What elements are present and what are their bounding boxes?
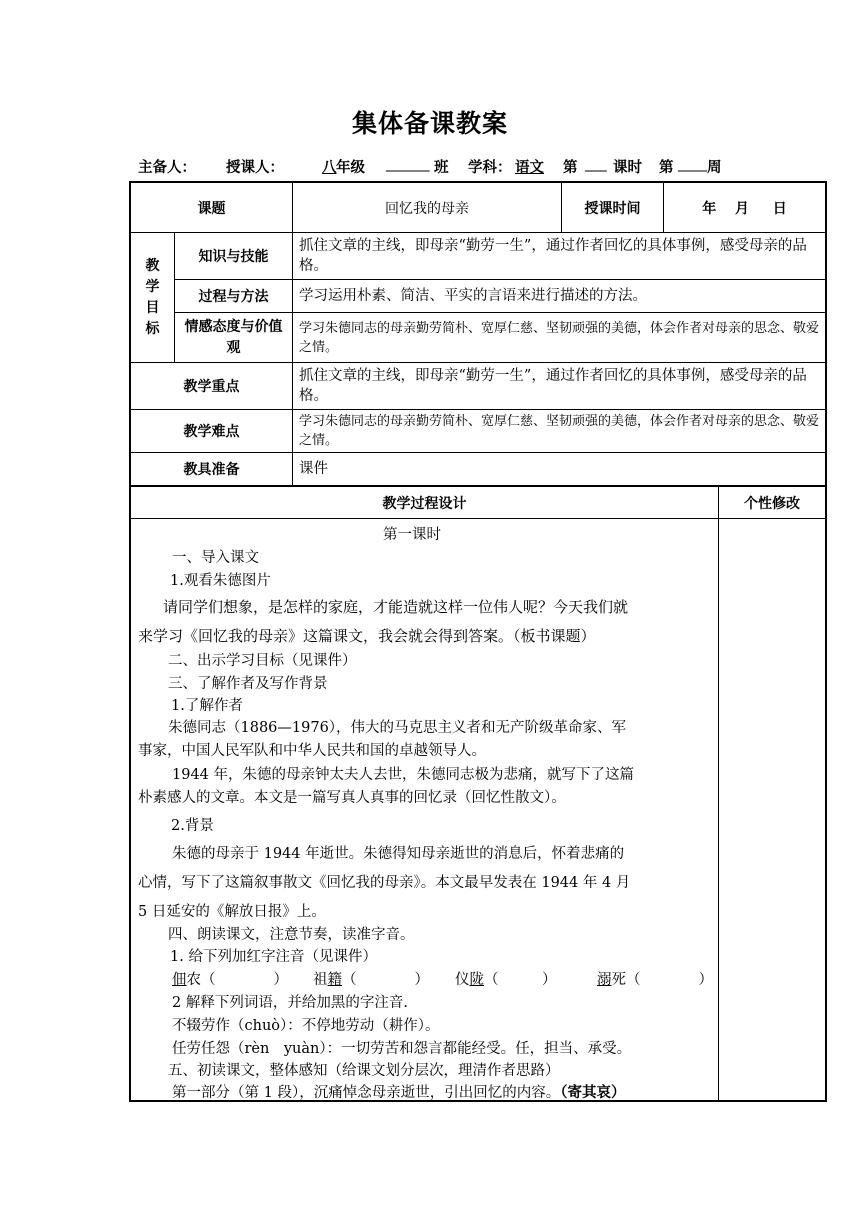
teacher-label: 授课人： (226, 160, 284, 176)
process-line: 请同学们想象，是怎样的家庭，才能造就这样一位伟人呢？今天我们就 (163, 598, 629, 616)
process-line: 第一部分（第 1 段），沉痛悼念母亲逝世，引出回忆的内容。（寄其哀） (172, 1084, 626, 1101)
grade-label: 年级 (336, 160, 365, 176)
process-line: 三、了解作者及写作背景 (168, 676, 328, 692)
process-line: 2 解释下列词语，并给加黑的字注音. (172, 995, 408, 1011)
lesson-label: 课时 (613, 160, 642, 176)
lesson-title: 第一课时 (383, 527, 441, 543)
key-label: 教学重点 (183, 379, 240, 395)
process-header: 教学过程设计 (382, 495, 467, 512)
revision-header: 个性修改 (744, 495, 800, 512)
pinyin-word: 溺死（ ） (597, 972, 713, 988)
tools-label: 教具准备 (183, 462, 240, 478)
process-line: 不辍劳作（chuò）：不停地劳动（耕作）。 (172, 1018, 440, 1034)
week-label: 周 (707, 160, 722, 176)
tools-text: 课件 (299, 461, 328, 477)
subject-label: 学科： (468, 160, 512, 176)
topic-label: 课题 (197, 200, 226, 217)
goals-label: 教 学 目 标 (145, 257, 160, 337)
lesson-blank: ___ (585, 156, 607, 172)
difficulty-label: 教学难点 (183, 424, 240, 440)
grade-number: 八 (322, 160, 337, 176)
subject-value: 语文 (515, 160, 544, 176)
topic-value: 回忆我的母亲 (385, 200, 469, 217)
process-line: 心情，写下了这篇叙事散文《回忆我的母亲》。本文最早发表在 1944 年 4 月 (138, 875, 631, 891)
goal-method-text: 学习运用朴素、简洁、平实的言语来进行描述的方法。 (299, 288, 647, 304)
process-line: 朴素感人的文章。本文是一篇写真人真事的回忆录（回忆性散文）。 (138, 790, 566, 806)
pinyin-word: 祖籍（ ） (313, 972, 429, 988)
host-label: 主备人： (138, 160, 196, 176)
process-line: 1.观看朱德图片 (170, 573, 271, 589)
lesson-prefix: 第 (563, 160, 578, 176)
goal-knowledge-text: 抓住文章的主线，即母亲“勤劳一生”，通过作者回忆的具体事例，感受母亲的品格。 (299, 238, 807, 274)
week-blank: ____ (678, 156, 707, 172)
process-line: 一、导入课文 (172, 550, 259, 566)
process-line: 来学习《回忆我的母亲》这篇课文，我会就会得到答案。（板书课题） (138, 627, 596, 645)
process-line: 5 日延安的《解放日报》上。 (138, 904, 326, 920)
time-value: 年 月 日 (702, 200, 787, 217)
process-line: 1944 年，朱德的母亲钟太夫人去世，朱德同志极为悲痛，就写下了这篇 (172, 767, 635, 783)
document-title: 集体备课教案 (351, 109, 508, 138)
process-line: 朱德同志（1886—1976），伟大的马克思主义者和无产阶级革命家、军 (168, 720, 627, 736)
time-label: 授课时间 (584, 200, 641, 217)
process-line: 2.背景 (171, 818, 214, 834)
pinyin-word: 佃农（ ） (172, 972, 288, 988)
pinyin-word: 仪陇（ ） (455, 972, 557, 988)
goal-attitude-text: 学习朱德同志的母亲勤劳简朴、宽厚仁慈、坚韧顽强的美德，体会作者对母亲的思念、敬爱之情。 (299, 320, 820, 355)
process-line: 1.了解作者 (171, 698, 243, 714)
goal-attitude-label: 情感态度与价值观 (184, 318, 283, 356)
goal-method-label: 过程与方法 (198, 289, 269, 305)
class-blank: ______ (386, 156, 430, 172)
process-line: 五、初读课文，整体感知（给课文划分层次，理清作者思路） (168, 1063, 560, 1079)
class-label: 班 (434, 160, 449, 176)
process-line: 朱德的母亲于 1944 年逝世。朱德得知母亲逝世的消息后，怀着悲痛的 (172, 846, 625, 862)
process-line: 四、朗读课文，注意节奏，读准字音。 (168, 927, 415, 943)
process-line: 事家，中国人民军队和中华人民共和国的卓越领导人。 (138, 743, 486, 759)
process-line: 二、出示学习目标（见课件） (168, 653, 357, 669)
week-prefix: 第 (659, 160, 674, 176)
difficulty-text: 学习朱德同志的母亲勤劳简朴、宽厚仁慈、坚韧顽强的美德，体会作者对母亲的思念、敬爱之情。 (299, 414, 820, 448)
process-line: 1. 给下列加红字注音（见课件） (170, 949, 377, 965)
key-text: 抓住文章的主线，即母亲“勤劳一生”，通过作者回忆的具体事例，感受母亲的品格。 (299, 368, 807, 404)
process-line: 任劳任怨（rèn yuàn）：一切劳苦和怨言都能经受。任，担当、承受。 (172, 1041, 632, 1057)
goal-knowledge-label: 知识与技能 (198, 249, 269, 265)
